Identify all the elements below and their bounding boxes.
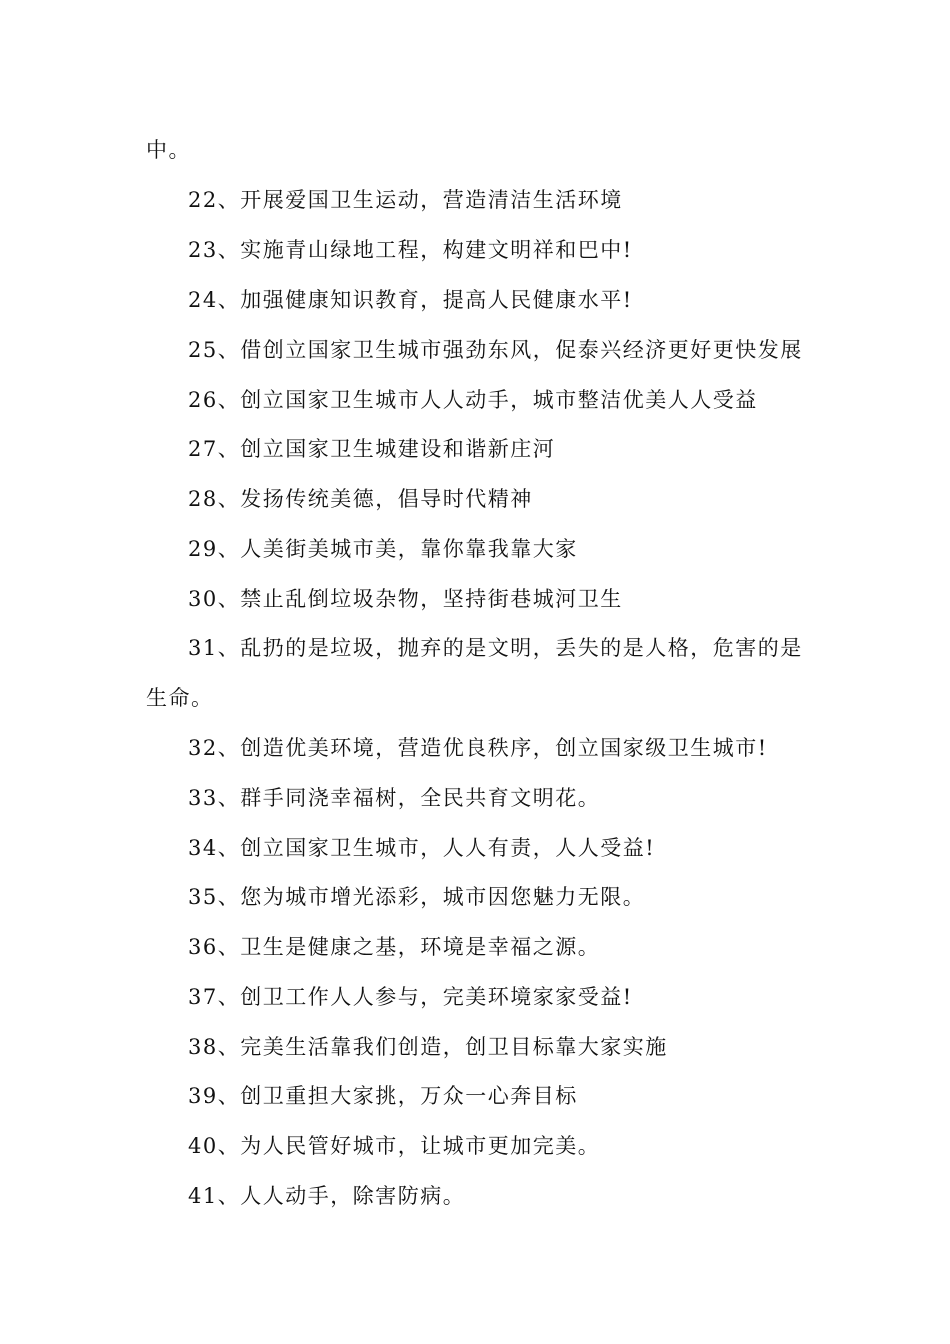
slogan-34: 34、创立国家卫生城市，人人有责，人人受益! — [188, 836, 656, 860]
slogan-38: 38、完美生活靠我们创造，创卫目标靠大家实施 — [188, 1035, 668, 1059]
slogan-27: 27、创立国家卫生城建设和谐新庄河 — [188, 437, 556, 461]
slogan-31-continuation: 生命。 — [146, 686, 214, 710]
slogan-22: 22、开展爱国卫生运动，营造清洁生活环境 — [188, 188, 623, 212]
text-line-continuation: 中。 — [146, 138, 191, 162]
slogan-25: 25、借创立国家卫生城市强劲东风，促泰兴经济更好更快发展 — [188, 338, 803, 362]
slogan-39: 39、创卫重担大家挑，万众一心奔目标 — [188, 1084, 578, 1108]
slogan-37: 37、创卫工作人人参与，完美环境家家受益! — [188, 985, 633, 1009]
slogan-36: 36、卫生是健康之基，环境是幸福之源。 — [188, 935, 601, 959]
slogan-33: 33、群手同浇幸福树，全民共育文明花。 — [188, 786, 601, 810]
slogan-32: 32、创造优美环境，营造优良秩序，创立国家级卫生城市! — [188, 736, 768, 760]
slogan-28: 28、发扬传统美德，倡导时代精神 — [188, 487, 533, 511]
slogan-40: 40、为人民管好城市，让城市更加完美。 — [188, 1134, 601, 1158]
slogan-30: 30、禁止乱倒垃圾杂物，坚持街巷城河卫生 — [188, 587, 623, 611]
slogan-41: 41、人人动手，除害防病。 — [188, 1184, 466, 1208]
slogan-24: 24、加强健康知识教育，提高人民健康水平! — [188, 288, 633, 312]
slogan-29: 29、人美街美城市美，靠你靠我靠大家 — [188, 537, 578, 561]
slogan-23: 23、实施青山绿地工程，构建文明祥和巴中! — [188, 238, 633, 262]
slogan-35: 35、您为城市增光添彩，城市因您魅力无限。 — [188, 885, 646, 909]
slogan-26: 26、创立国家卫生城市人人动手，城市整洁优美人人受益 — [188, 388, 758, 412]
slogan-31: 31、乱扔的是垃圾，抛弃的是文明，丢失的是人格，危害的是 — [188, 636, 803, 660]
